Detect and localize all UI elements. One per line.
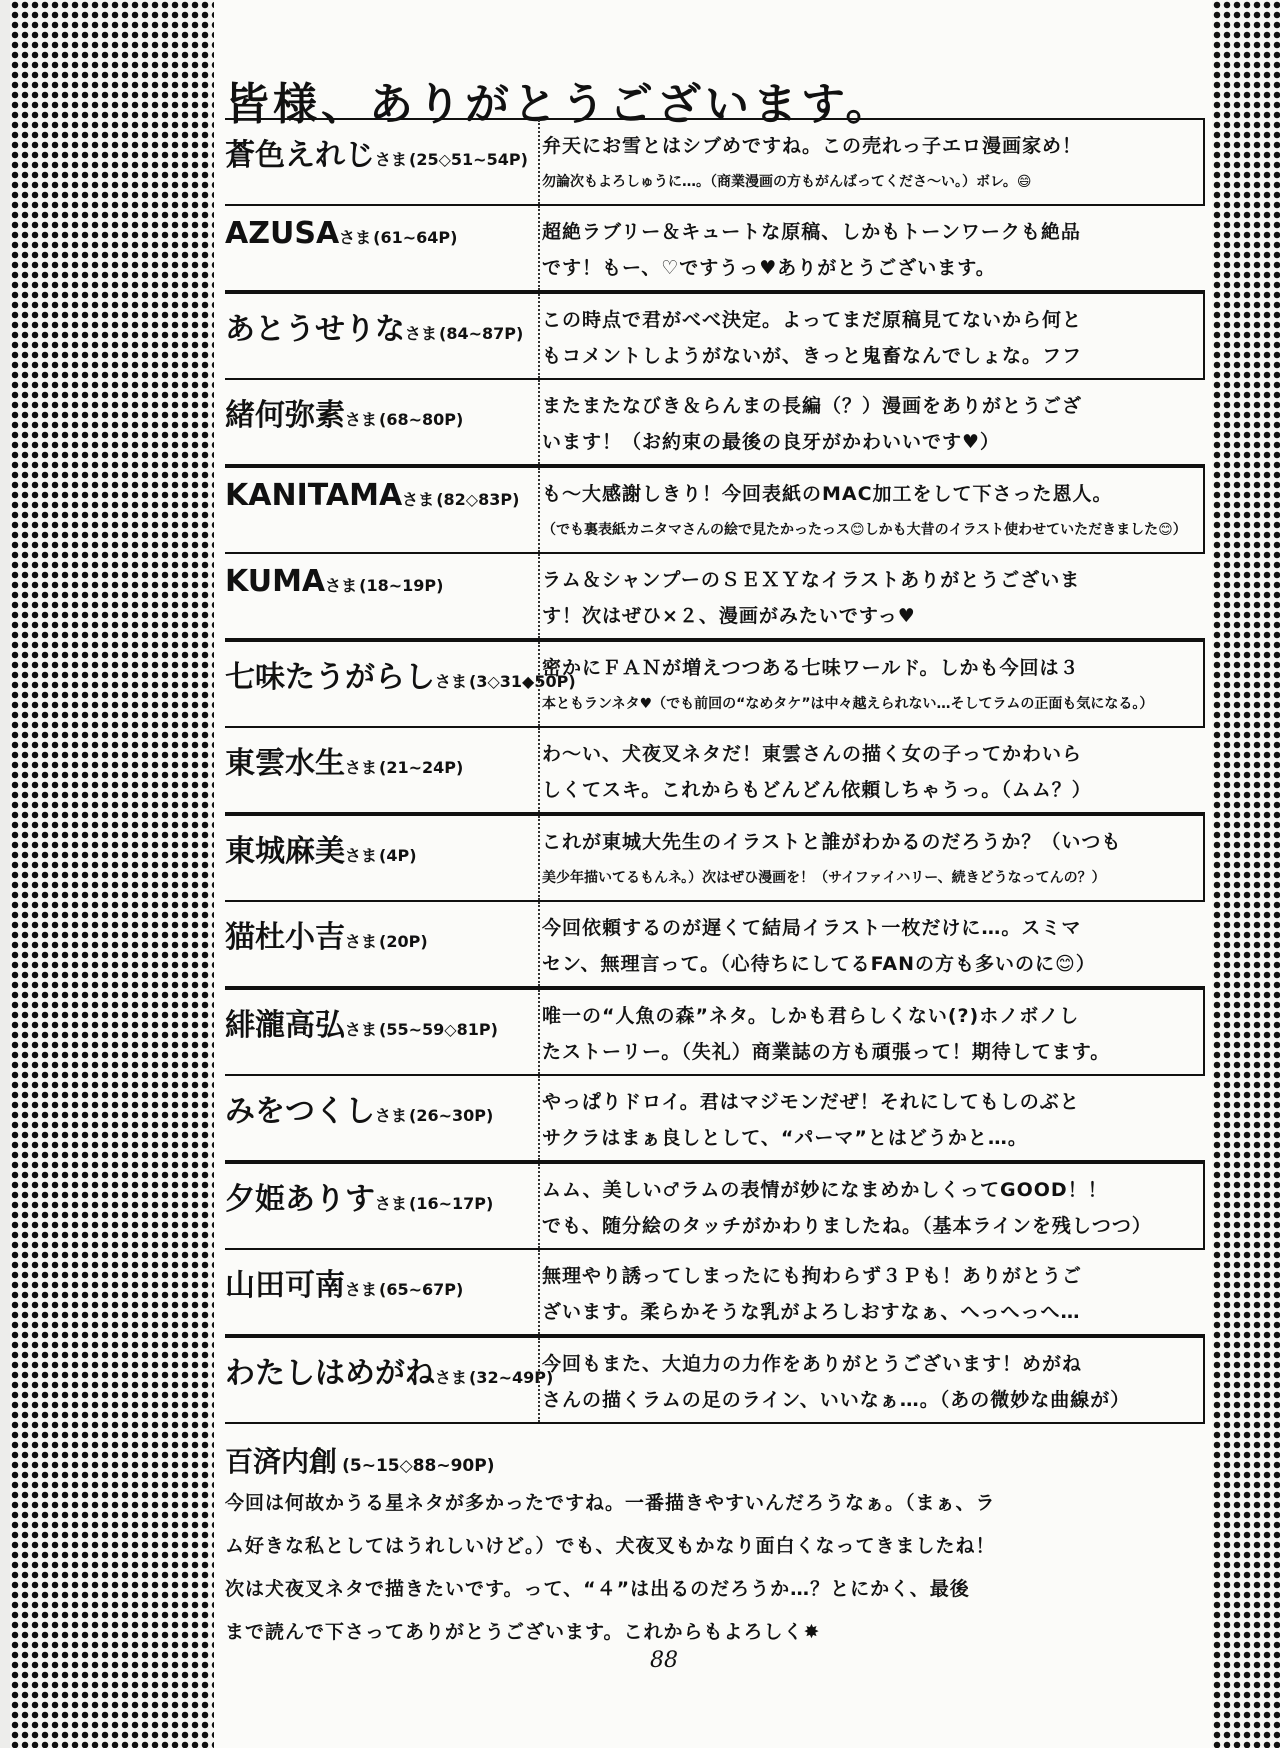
contributor-name	[225, 1174, 535, 1218]
contributor-pages: (3◇31◆50P)	[469, 672, 576, 691]
honorific: さま	[435, 1368, 468, 1387]
honorific: さま	[375, 1106, 408, 1125]
dotted-divider	[538, 902, 540, 986]
table-row	[225, 554, 1205, 640]
message-line: わ〜い、犬夜叉ネタだ！東雲さんの描く女の子ってかわいら	[542, 743, 1083, 765]
message-line: 本ともランネタ♥（でも前回の“なめタケ”は中々越えられない…そしてラムの正面も気になる。）	[542, 696, 1154, 712]
thanks-message	[542, 388, 1199, 460]
table-row	[225, 1336, 1205, 1424]
message-line: ムム、美しい♂ラムの表情が妙になまめかしくってGOOD！！	[542, 1179, 1108, 1201]
thanks-message	[542, 1172, 1197, 1244]
contributor-name	[225, 1260, 535, 1304]
footer-line: 今回は何故かうる星ネタが多かったですね。一番描きやすいんだろうなぁ。（まぁ、ラ	[225, 1492, 996, 1514]
message-line: でも、随分絵のタッチがかわりましたね。（基本ラインを残しつつ）	[542, 1215, 1152, 1237]
contributor-name-text: わたしはめがね	[225, 1356, 435, 1391]
thanks-message	[542, 476, 1197, 548]
message-line: 無理やり誘ってしまったにも拘わらず３Ｐも！ありがとうご	[542, 1265, 1083, 1287]
contributor-name-text: 七味たうがらし	[225, 660, 435, 695]
table-row	[225, 118, 1205, 206]
table-row	[225, 988, 1205, 1076]
table-row	[225, 1250, 1205, 1336]
contributor-pages: (84~87P)	[439, 324, 524, 343]
contributor-name	[225, 738, 535, 782]
thanks-table	[225, 118, 1205, 1424]
message-line: またまたなびき＆らんまの長編（？）漫画をありがとうござ	[542, 395, 1083, 417]
thanks-message	[542, 910, 1199, 982]
contributor-name-text: 緋瀧高弘	[225, 1008, 345, 1043]
dotted-divider	[538, 728, 540, 812]
message-line: です！もー、♡ですうっ♥ありがとうございます。	[542, 257, 996, 279]
contributor-name-text: 夕姫ありす	[225, 1182, 375, 1217]
contributor-pages: (32~49P)	[469, 1368, 554, 1387]
message-line: います！（お約束の最後の良牙がかわいいです♥）	[542, 431, 1001, 453]
dotted-divider	[538, 206, 540, 290]
contributor-name	[225, 216, 535, 251]
table-row	[225, 640, 1205, 728]
message-line: 美少年描いてるもんネ。）次はぜひ漫画を！（サイファイハリー、続きどうなってんの？）	[542, 870, 1106, 886]
table-row	[225, 1076, 1205, 1162]
table-row	[225, 902, 1205, 988]
dotted-divider	[538, 294, 540, 378]
contributor-pages: (25◇51~54P)	[409, 150, 528, 169]
page-number: 88	[650, 1648, 678, 1673]
table-row	[225, 466, 1205, 554]
footer-author-pages: (5~15◇88~90P)	[342, 1456, 495, 1476]
honorific: さま	[375, 1194, 408, 1213]
dotted-divider	[538, 554, 540, 638]
contributor-pages: (4P)	[379, 846, 417, 865]
message-line: サクラはまぁ良しとして、“パーマ”とはどうかと…。	[542, 1127, 1028, 1149]
contributor-pages: (21~24P)	[379, 758, 464, 777]
contributor-name	[225, 478, 535, 513]
thanks-message	[542, 736, 1199, 808]
honorific: さま	[345, 1280, 378, 1299]
honorific: さま	[405, 324, 438, 343]
thanks-message	[542, 128, 1197, 200]
footer-message	[225, 1482, 1200, 1654]
contributor-pages: (68~80P)	[379, 410, 464, 429]
honorific: さま	[345, 932, 378, 951]
thanks-message	[542, 1258, 1199, 1330]
contributor-name-text: AZUSA	[225, 216, 340, 251]
dotted-divider	[538, 468, 540, 552]
contributor-name-text: 緒何弥素	[225, 398, 345, 433]
contributor-name-text: KANITAMA	[225, 478, 403, 513]
honorific: さま	[345, 410, 378, 429]
dotted-divider	[538, 816, 540, 900]
dotted-divider	[538, 1164, 540, 1248]
contributor-pages: (82◇83P)	[436, 490, 520, 509]
table-row	[225, 728, 1205, 814]
contributor-name	[225, 1000, 535, 1044]
honorific: さま	[402, 490, 435, 509]
message-line: 密かにＦＡＮが増えつつある七味ワールド。しかも今回は３	[542, 657, 1080, 679]
honorific: さま	[325, 576, 358, 595]
contributor-pages: (55~59◇81P)	[379, 1020, 498, 1039]
thanks-message	[542, 302, 1197, 374]
message-line: さんの描くラムの足のライン、いいなぁ…。（あの微妙な曲線が）	[542, 1389, 1131, 1411]
halftone-border-left	[10, 0, 214, 1748]
dotted-divider	[538, 1250, 540, 1334]
contributor-name-text: 蒼色えれじ	[225, 138, 375, 173]
thanks-message	[542, 824, 1197, 896]
contributor-name	[225, 130, 535, 174]
message-line: も〜大感謝しきり！今回表紙のMAC加工をして下さった恩人。	[542, 483, 1113, 505]
contributor-name-text: 山田可南	[225, 1268, 345, 1303]
dotted-divider	[538, 120, 540, 204]
thanks-message	[542, 562, 1199, 634]
honorific: さま	[345, 758, 378, 777]
message-line: ざいます。柔らかそうな乳がよろしおすなぁ、へっへっへ…	[542, 1301, 1081, 1323]
message-line: （でも裏表紙カニタマさんの絵で見たかったっス😊しかも大昔のイラスト使わせていただきました😊）	[542, 522, 1187, 538]
message-line: たストーリー。（失礼）商業誌の方も頑張って！期待してます。	[542, 1041, 1111, 1063]
honorific: さま	[435, 672, 468, 691]
dotted-divider	[538, 990, 540, 1074]
contributor-pages: (20P)	[379, 932, 428, 951]
dotted-divider	[538, 1338, 540, 1422]
table-row	[225, 380, 1205, 466]
message-line: 今回依頼するのが遅くて結局イラスト一枚だけに…。スミマ	[542, 917, 1082, 939]
table-row	[225, 1162, 1205, 1250]
message-line: 勿論次もよろしゅうに…。（商業漫画の方もがんばってくださ〜い。）ボレ。😄	[542, 174, 1032, 190]
contributor-pages: (61~64P)	[373, 228, 458, 247]
contributor-name	[225, 826, 535, 870]
contributor-name-text: 猫杜小吉	[225, 920, 345, 955]
message-line: もコメントしようがないが、きっと鬼畜なんでしょな。フフ	[542, 345, 1083, 367]
footer-line: 次は犬夜叉ネタで描きたいです。って、“４”は出るのだろうか…？とにかく、最後	[225, 1578, 970, 1600]
footer-author-name: 百済内創	[225, 1445, 338, 1478]
table-row	[225, 292, 1205, 380]
contributor-name-text: みをつくし	[225, 1094, 375, 1129]
contributor-name	[225, 564, 535, 599]
message-line: ラム＆シャンプーのＳＥＸＹなイラストありがとうございま	[542, 569, 1081, 591]
honorific: さま	[345, 846, 378, 865]
contributor-name	[225, 1348, 554, 1392]
message-line: セン、無理言って。（心待ちにしてるFANの方も多いのに😊）	[542, 953, 1096, 975]
dotted-divider	[538, 380, 540, 464]
message-line: しくてスキ。これからもどんどん依頼しちゃうっ。（ムム？）	[542, 779, 1092, 801]
contributor-pages: (65~67P)	[379, 1280, 464, 1299]
halftone-border-right	[1212, 0, 1280, 1748]
page-title: 皆様、ありがとうございます。	[225, 79, 894, 130]
thanks-message	[542, 1084, 1199, 1156]
contributor-pages: (16~17P)	[409, 1194, 494, 1213]
message-line: この時点で君がべべ決定。よってまだ原稿見てないから何と	[542, 309, 1083, 331]
thanks-message	[542, 1346, 1197, 1418]
honorific: さま	[375, 150, 408, 169]
message-line: す！次はぜひ×２、漫画がみたいですっ♥	[542, 605, 916, 627]
message-line: 唯一の“人魚の森”ネタ。しかも君らしくない(?)ホノボノし	[542, 1005, 1080, 1027]
message-line: 弁天にお雪とはシブめですね。この売れっ子エロ漫画家め！	[542, 135, 1083, 157]
dotted-divider	[538, 642, 540, 726]
contributor-name	[225, 652, 576, 696]
table-row	[225, 814, 1205, 902]
contributor-name	[225, 390, 535, 434]
footer-line: ム好きな私としてはうれしいけど。）でも、犬夜叉もかなり面白くなってきましたね！	[225, 1535, 996, 1557]
message-line: 超絶ラブリー＆キュートな原稿、しかもトーンワークも絶品	[542, 221, 1081, 243]
dotted-divider	[538, 1076, 540, 1160]
contributor-name-text: 東雲水生	[225, 746, 345, 781]
honorific: さま	[345, 1020, 378, 1039]
contributor-name-text: 東城麻美	[225, 834, 345, 869]
message-line: やっぱりドロイ。君はマジモンだぜ！それにしてもしのぶと	[542, 1091, 1080, 1113]
contributor-name-text: あとうせりな	[225, 312, 405, 347]
footer-author	[225, 1440, 494, 1480]
honorific: さま	[339, 228, 372, 247]
message-line: これが東城大先生のイラストと誰がわかるのだろうか？（いつも	[542, 831, 1122, 853]
thanks-message	[542, 650, 1197, 722]
table-row	[225, 206, 1205, 292]
message-line: 今回もまた、大迫力の力作をありがとうございます！めがね	[542, 1353, 1083, 1375]
contributor-pages: (26~30P)	[409, 1106, 494, 1125]
contributor-name	[225, 1086, 535, 1130]
contributor-name	[225, 912, 535, 956]
thanks-message	[542, 998, 1197, 1070]
contributor-name	[225, 304, 535, 348]
footer-line: まで読んで下さってありがとうございます。これからもよろしく✸	[225, 1621, 821, 1643]
contributor-name-text: KUMA	[225, 564, 326, 599]
contributor-pages: (18~19P)	[359, 576, 444, 595]
thanks-message	[542, 214, 1199, 286]
